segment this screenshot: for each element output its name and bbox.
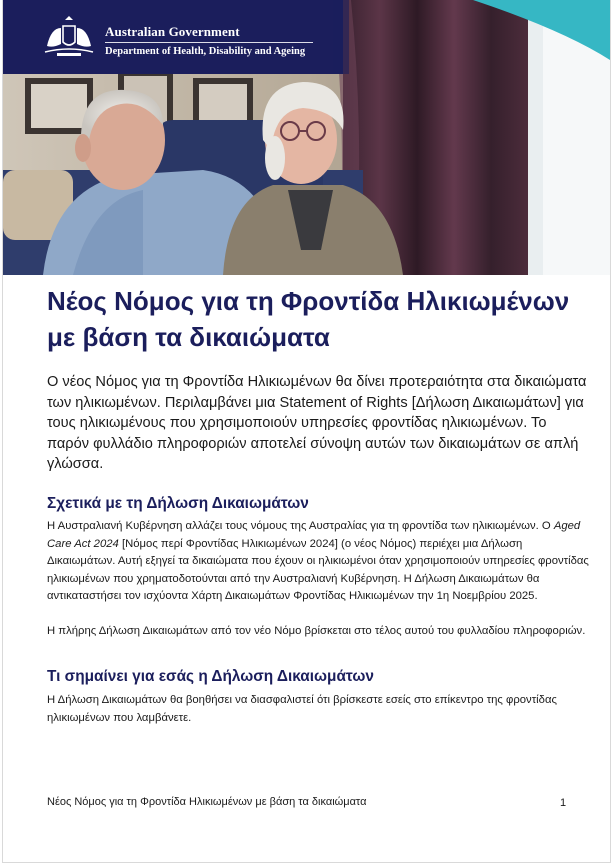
intro-paragraph: Ο νέος Νόμος για τη Φροντίδα Ηλικιωμένων θα δίνει προτεραιότητα στα δικαιώματα των ηλικιωμένων. Περιλαμβάνει μια Statement of Rights [Δήλωση Δικαιωμάτων] για τους ηλικιωμένους που χρησιμοποιούν υπηρεσίες φροντίδας ηλικιωμένων. Το παρόν φυλλάδιο πληροφοριών αποτελεί σύνοψη αυτών των δικαιωμάτων σε απλή γλώσσα.	[47, 374, 587, 472]
about-paragraph-1: Η Αυστραλιανή Κυβέρνηση αλλάζει τους νόμους της Αυστραλίας για τη φροντίδα των ηλικιωμένων. Ο Aged Care Act 2024 [Νόμος περί Φροντίδας Ηλικιωμένων 2024] (ο νέος Νόμος) περιέχει μια Δήλωση Δικαιωμάτων. Αυτή εξηγεί τα δικαιώματα που έχουν οι ηλικιωμένοι όταν χρησιμοποιούν υπηρεσίες φροντίδας ηλικιωμένων που χρηματοδοτούνται από την Αυστραλιανή Κυβέρνηση. Η Δήλωση Δικαιωμάτων θα αντικαταστήσει τον ισχύοντα Χάρτη Δικαιωμάτων Φροντίδας Ηλικιωμένων την 1η Νοεμβρίου 2025.	[47, 520, 589, 602]
page-number: 1	[560, 797, 567, 809]
meaning-paragraph: Η Δήλωση Δικαιωμάτων θα βοηθήσει να διασφαλιστεί ότι βρίσκεστε εσείς στο επίκεντρο της φροντίδας ηλικιωμένων που λαμβάνετε.	[47, 694, 557, 724]
department-name: Department of Health, Disability and Ageing	[105, 46, 306, 57]
government-name: Australian Government	[105, 24, 240, 39]
section-heading-meaning: Τι σημαίνει για εσάς η Δήλωση Δικαιωμάτων	[47, 668, 374, 685]
banner-divider	[105, 42, 313, 43]
document-page	[3, 0, 610, 862]
page-title: Νέος Νόμος για τη Φροντίδα Ηλικιωμένων με βάση τα δικαιώματα	[47, 286, 570, 352]
footer-title: Νέος Νόμος για τη Φροντίδα Ηλικιωμένων με βάση τα δικαιώματα	[47, 796, 367, 808]
about-paragraph-2: Η πλήρης Δήλωση Δικαιωμάτων από τον νέο Νόμο βρίσκεται στο τέλος αυτού του φυλλαδίου πληροφοριών.	[47, 625, 586, 637]
hero-photo	[3, 0, 610, 275]
coat-of-arms-icon	[41, 12, 97, 58]
act-name: Aged Care Act 2024	[47, 520, 581, 550]
section-heading-about: Σχετικά με τη Δήλωση Δικαιωμάτων	[47, 495, 309, 512]
